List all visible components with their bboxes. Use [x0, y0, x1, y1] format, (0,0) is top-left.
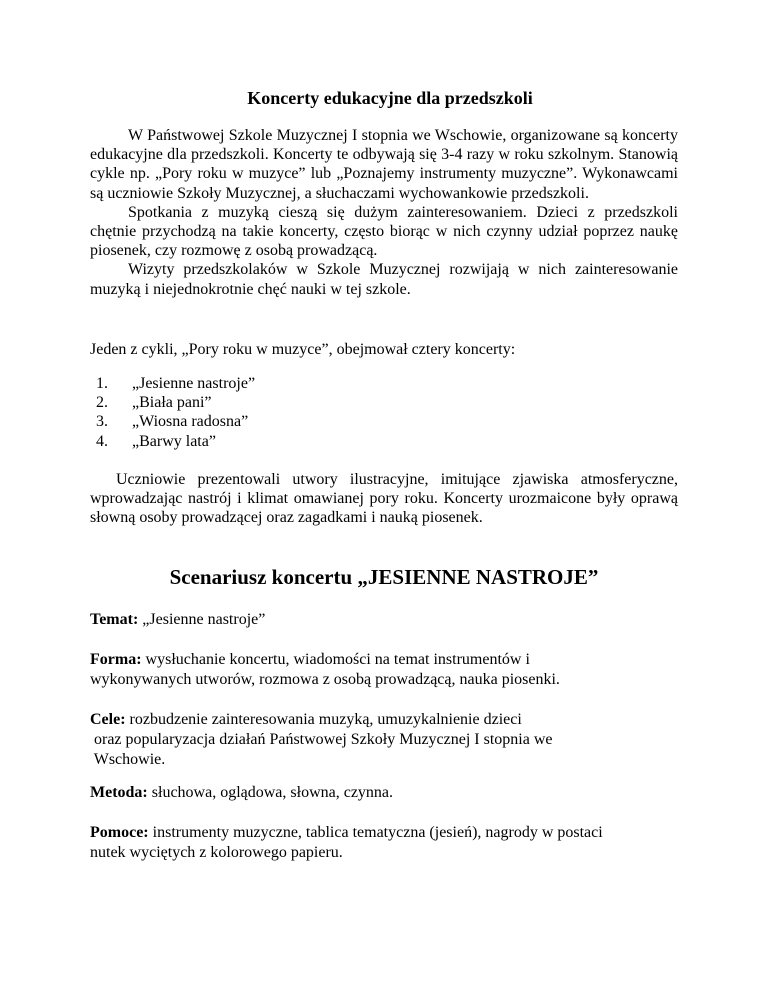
field-line [90, 710, 690, 730]
field-value: oraz popularyzacja działań Państwowej Szkoły Muzycznej I stopnia we [90, 731, 553, 748]
field-cele [90, 710, 690, 770]
field-line [90, 650, 690, 670]
list-number: 4. [96, 432, 108, 450]
field-value: „Jesienne nastroje” [138, 611, 266, 628]
concert-name: „Wiosna radosna” [132, 413, 249, 431]
field-label: Forma: [90, 651, 142, 668]
concert-name: „Biała pani” [132, 394, 212, 412]
field-label: Metoda: [90, 784, 148, 801]
concert-list [90, 374, 390, 451]
scenario-title: Scenariusz koncertu „JESIENNE NASTROJE” [169, 565, 599, 589]
field-value: słuchowa, oglądowa, słowna, czynna. [147, 784, 394, 801]
field-value: instrumenty muzyczne, tablica tematyczna (jesień), nagrody w postaci [148, 824, 603, 841]
list-item [90, 374, 390, 393]
field-value: wykonywanych utworów, rozmowa z osobą prowadzącą, nauka piosenki. [90, 671, 560, 688]
concert-name: „Barwy lata” [132, 432, 216, 450]
document-title: Koncerty edukacyjne dla przedszkoli [247, 88, 533, 108]
field-forma [90, 650, 690, 690]
intro-paragraph: Spotkania z muzyką cieszą się dużym zainteresowaniem. Dzieci z przedszkoli chętnie przychodzą na takie koncerty, często biorąc w nich czynny udział poprzez naukę piosenek, czy rozmowę z osobą prowadzącą. [90, 203, 678, 260]
field-temat [90, 610, 690, 630]
cycle-lead: Jeden z cykli, „Pory roku w muzyce”, obejmował cztery koncerty: [90, 341, 516, 358]
intro-paragraph: Wizyty przedszkolaków w Szkole Muzycznej rozwijają w nich zainteresowanie muzyką i niejednokrotnie chęć nauki w tej szkole. [90, 261, 678, 298]
list-item [90, 412, 390, 431]
field-label: Cele: [90, 711, 126, 728]
concert-name: „Jesienne nastroje” [132, 375, 256, 392]
summary-paragraph: Uczniowie prezentowali utwory ilustracyjne, imitujące zjawiska atmosferyczne, wprowadzając nastrój i klimat omawianej pory roku. Koncerty urozmaicone były oprawą słowną osoby prowadzącej oraz zagadkami i nauką piosenek. [90, 471, 678, 527]
list-number: 2. [96, 394, 108, 412]
list-number: 3. [96, 413, 108, 431]
field-value: wysłuchanie koncertu, wiadomości na temat instrumentów i [141, 651, 530, 668]
list-number: 1. [96, 375, 108, 392]
list-item [90, 432, 390, 451]
field-metoda [90, 783, 690, 803]
field-label: Pomoce: [90, 824, 149, 841]
field-label: Temat: [90, 611, 139, 628]
field-value: nutek wyciętych z kolorowego papieru. [90, 844, 343, 861]
field-value: rozbudzenie zainteresowania muzyką, umuzykalnienie dzieci [125, 711, 522, 728]
field-line [90, 823, 690, 843]
field-pomoce [90, 823, 690, 863]
list-item [90, 393, 390, 412]
intro-paragraph: W Państwowej Szkole Muzycznej I stopnia we Wschowie, organizowane są koncerty edukacyjne dla przedszkoli. Koncerty te odbywają się 3-4 razy w roku szkolnym. Stanowią cykle np. „Pory roku w muzyce” lub „Poznajemy instrumenty muzyczne”. Wykonawcami są uczniowie Szkoły Muzycznej, a słuchaczami wychowankowie przedszkoli. [90, 127, 678, 202]
field-value: Wschowie. [90, 751, 166, 768]
intro-section [90, 126, 678, 299]
